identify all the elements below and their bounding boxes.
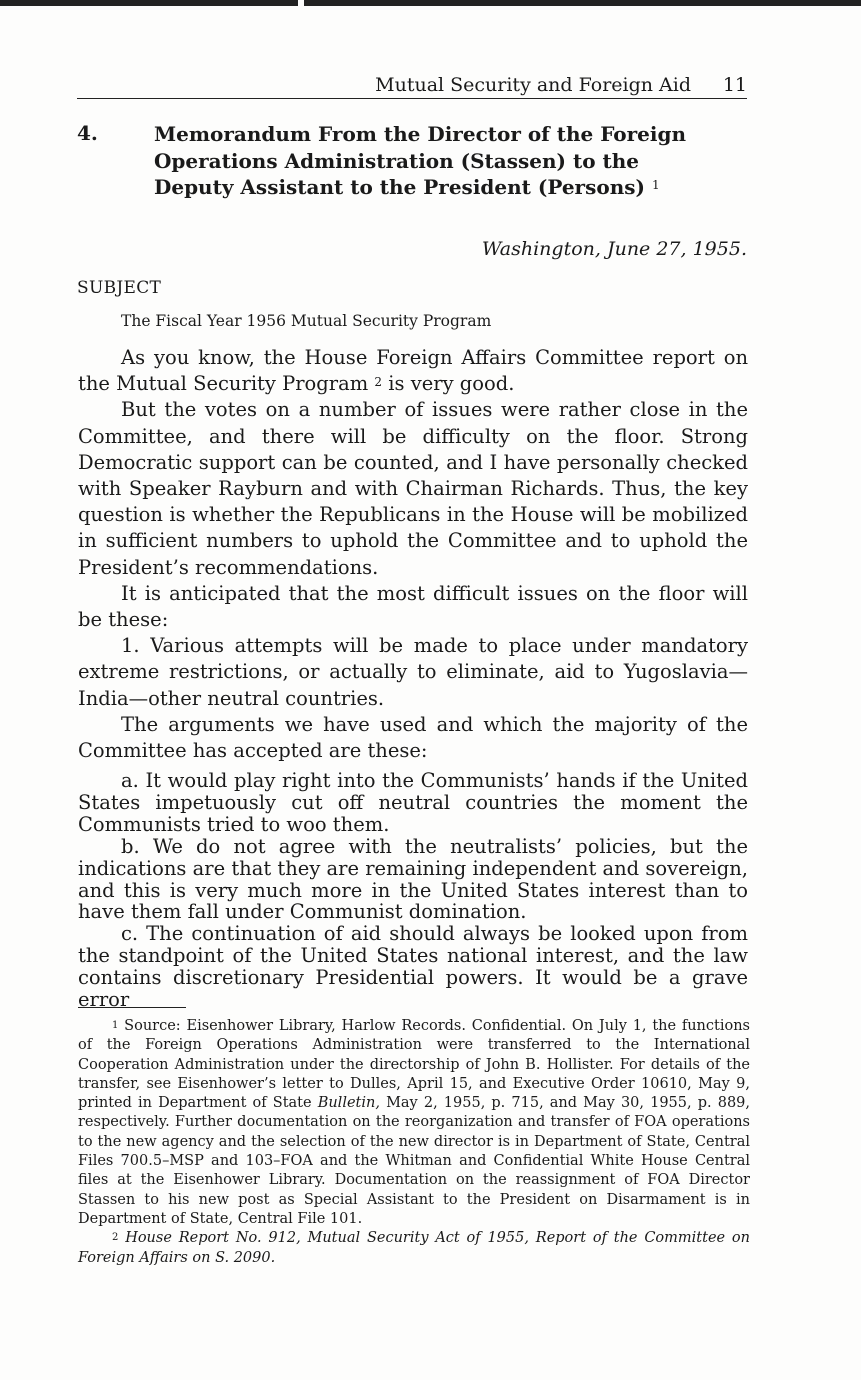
subject-text: The Fiscal Year 1956 Mutual Security Program [121,312,492,330]
footnote-ref-2: 2 [374,375,383,390]
dateline: Washington, June 27, 1955. [481,238,747,260]
footnotes [78,1017,750,1268]
scan-edge-gap [298,0,304,6]
argument-b: b. We do not agree with the neutralists’ policies, but the indications are that they are remaining independent and sovereign, and this is very much more in the United States interest than to have them fall under Communist domination. [78,834,748,924]
footnote-2-text: House Report No. 912, Mutual Security Act of 1955, Report of the Committee on Foreign Affairs on S. 2090. [78,1230,750,1266]
paragraph-3: It is anticipated that the most difficult issues on the floor will be these: [78,581,748,632]
memo-body-main [78,345,748,764]
memo-body-arguments [78,770,748,1011]
paragraph-2: But the votes on a number of issues were rather close in the Committee, and there will be difficulty on the floor. Strong Democratic support can be counted, and I have personally checked with Speaker Rayburn and with Chairman Richards. Thus, the key question is whether the Republicans in the House will be mobilized in sufficient numbers to uphold the Committee and to uphold the President’s recommendations. [78,398,748,579]
footnote-ref-1: 1 [651,178,660,192]
document-number: 4. [77,121,98,145]
document-title-text: Memorandum From the Director of the Foreign Operations Administration (Stassen) to the Deputy Assistant to the President (Persons) [154,122,687,199]
footnote-divider [78,1007,186,1008]
paragraph-5: The arguments we have used and which the majority of the Committee has accepted are these: [78,712,748,763]
footnote-1-bulletin: Bulletin, [317,1095,380,1112]
footnote-1-marker: 1 [112,1020,119,1031]
paragraph-1 [78,345,748,397]
paragraph-4: 1. Various attempts will be made to place under mandatory extreme restrictions, or actually to eliminate, aid to Yugoslavia—India—other neutral countries. [78,634,748,710]
footnote-1 [78,1017,750,1229]
footnote-2-marker: 2 [112,1232,119,1244]
footnote-1-text-a: Source: Eisenhower Library, Harlow Records. Confidential. On July 1, the functions of the Foreign Operations Administration were transferred to the International Cooperation Administration under the directorship of John B. Hollister. For details of the transfer, see Eisenhower’s letter to Dulles, April 15, and Executive Order 10610, May 9, printed in Department of State [78,1018,750,1112]
page-number: 11 [722,74,747,96]
footnote-2 [78,1229,750,1268]
footnote-1-text-b: May 2, 1955, p. 715, and May 30, 1955, p. 889, respectively. Further documentation on the reorganization and transfer of FOA operations to the new agency and the selection of the new director is in Department of State, Central Files 700.5–MSP and 103–FOA and the Whitman and Confidential White House Central files at the Eisenhower Library. Documentation on the reassignment of FOA Director Stassen to his new post as Special Assistant to the President on Disarmament is in Department of State, Central File 101. [78,1095,751,1227]
argument-c: c. The continuation of aid should always be looked upon from the standpoint of the United States national interest, and the law contains discretionary Presidential powers. It would be a grave error [78,922,748,1012]
paragraph-1-end: is very good. [388,372,515,396]
argument-a: a. It would play right into the Communists’ hands if the United States impetuously cut off neutral countries the moment the Communists tried to woo them. [78,769,748,836]
paragraph-1-start: As you know, the House Foreign Affairs Committee report on the Mutual Security Program [78,346,748,396]
document-title [154,121,714,201]
running-head [77,72,747,99]
scan-edge-bar [0,0,861,6]
running-head-title: Mutual Security and Foreign Aid [375,74,691,96]
subject-label: SUBJECT [77,278,162,298]
